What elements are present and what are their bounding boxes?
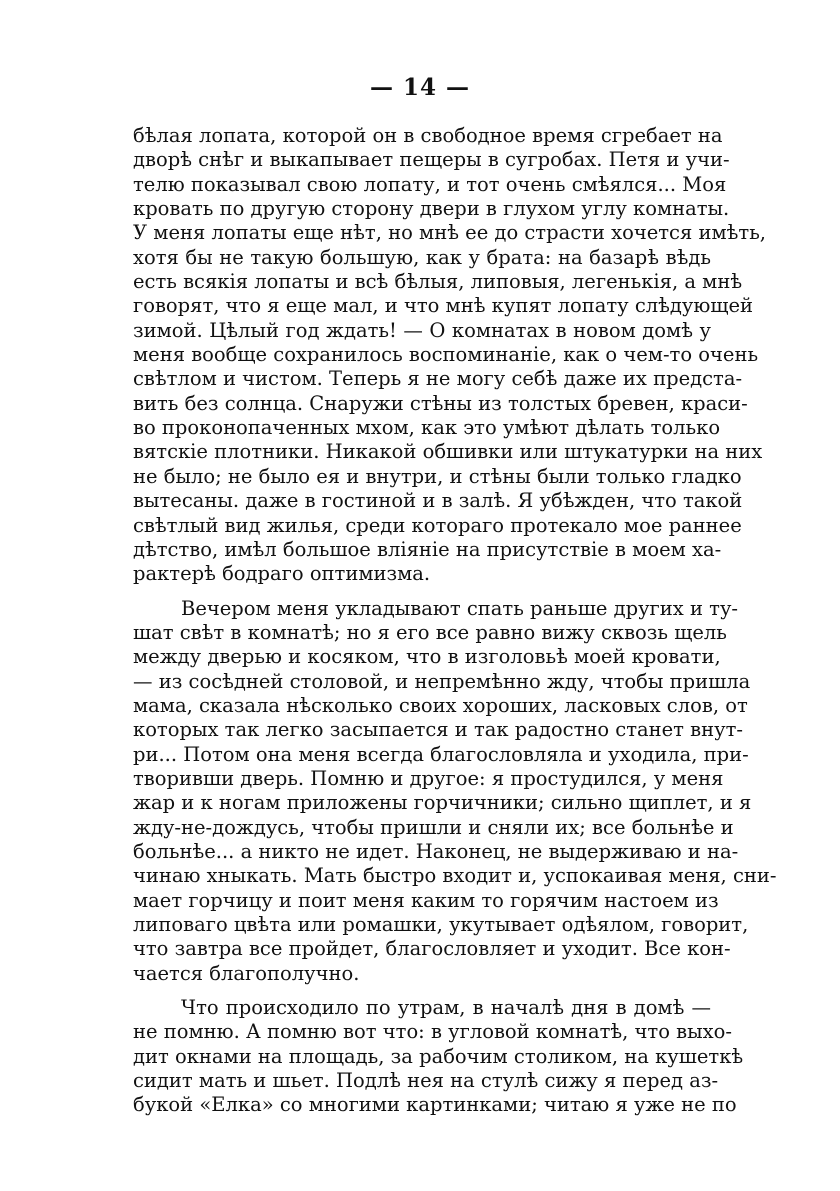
text-line: липоваго цвѣта или ромашки, укутывает одѣялом, говорит,	[133, 913, 749, 936]
text-line: Что происходило по утрам, в началѣ дня в домѣ —	[181, 996, 711, 1020]
text-line: У меня лопаты еще нѣт, но мнѣ ее до страсти хочется имѣть,	[133, 221, 767, 245]
text-line: вытесаны. даже в гостиной и в залѣ. Я убѣжден, что такой	[133, 489, 743, 513]
text-line: вить без солнца. Снаружи стѣны из толстых бревен, краси-	[133, 391, 748, 415]
text-line: есть всякія лопаты и всѣ бѣлыя, липовыя, легенькія, а мнѣ	[133, 270, 743, 294]
text-line: чается благополучно.	[133, 961, 360, 985]
body-text	[133, 124, 777, 1118]
paragraph-2	[133, 596, 777, 987]
text-line: мает горчицу и поит меня каким то горячим настоем из	[133, 888, 719, 912]
text-line: бѣлая лопата, которой он в свободное время сгребает на	[133, 124, 723, 147]
text-line: что завтра все пройдет, благословляет и уходит. Все кон-	[133, 937, 731, 961]
text-line: свѣтлый вид жилья, среди котораго протекало мое раннее	[133, 513, 742, 537]
text-line: Вечером меня укладывают спать раньше других и ту-	[181, 596, 739, 620]
text-line: творивши дверь. Помню и другое: я простудился, у меня	[133, 766, 724, 790]
paragraph-1	[133, 124, 767, 587]
text-line: дворѣ снѣг и выкапывает пещеры в сугробах. Петя и учи-	[133, 148, 730, 172]
text-line: не помню. А помню вот что: в угловой комнатѣ, что выхо-	[133, 1020, 732, 1044]
text-line: свѣтлом и чистом. Теперь я не могу себѣ даже их предста-	[133, 367, 743, 391]
paragraph-3	[133, 996, 744, 1118]
text-line: — из сосѣдней столовой, и непремѣнно жду, чтобы пришла	[133, 669, 751, 693]
text-line: говорят, что я еще мал, и что мнѣ купят лопату слѣдующей	[133, 294, 754, 318]
text-line: меня вообще сохранилось воспоминаніе, как о чем-то очень	[133, 343, 759, 367]
text-line: рактерѣ бодраго оптимизма.	[133, 562, 431, 586]
text-line: не было; не было ея и внутри, и стѣны были только гладко	[133, 464, 742, 488]
text-line: ри... Потом она меня всегда благословляла и уходила, при-	[133, 742, 749, 766]
text-line: между дверью и косяком, что в изголовьѣ моей кровати,	[133, 645, 721, 669]
text-line: во проконопаченных мхом, как это умѣют дѣлать только	[133, 416, 721, 440]
paragraph-gap	[133, 986, 711, 996]
text-line: жар и к ногам приложены горчичники; сильно щиплет, и я	[133, 791, 752, 815]
text-line: телю показывал свою лопату, и тот очень смѣялся... Моя	[133, 172, 727, 196]
text-line: шат свѣт в комнатѣ; но я его все равно вижу сквозь щель	[133, 620, 727, 644]
page-number: — 14 —	[369, 74, 471, 101]
paragraph-gap	[133, 587, 711, 597]
text-line: хотя бы не такую большую, как у брата: на базарѣ вѣдь	[133, 245, 711, 269]
text-line: сидит мать и шьет. Подлѣ нея на стулѣ сижу я перед аз-	[133, 1069, 719, 1093]
text-line: жду-не-дождусь, чтобы пришли и сняли их; все больнѣе и	[133, 815, 734, 839]
text-line: зимой. Цѣлый год ждать! — О комнатах в новом домѣ у	[133, 318, 711, 342]
text-line: чинаю хныкать. Мать быстро входит и, успокаивая меня, сни-	[133, 864, 777, 888]
text-line: дѣтство, имѣл большое вліяніе на присутствіе в моем ха-	[133, 537, 722, 561]
text-line: дит окнами на площадь, за рабочим столиком, на кушеткѣ	[133, 1044, 744, 1068]
text-line: больнѣе... а никто не идет. Наконец, не выдерживаю и на-	[133, 839, 739, 863]
text-line: вятскіе плотники. Никакой обшивки или штукатурки на них	[133, 440, 763, 464]
text-line: мама, сказала нѣсколько своих хороших, ласковых слов, от	[133, 693, 748, 717]
text-line: букой «Елка» со многими картинками; читаю я уже не по	[133, 1093, 737, 1117]
text-line: которых так легко засыпается и так радостно станет внут-	[133, 718, 743, 742]
text-line: кровать по другую сторону двери в глухом углу комнаты.	[133, 197, 730, 221]
